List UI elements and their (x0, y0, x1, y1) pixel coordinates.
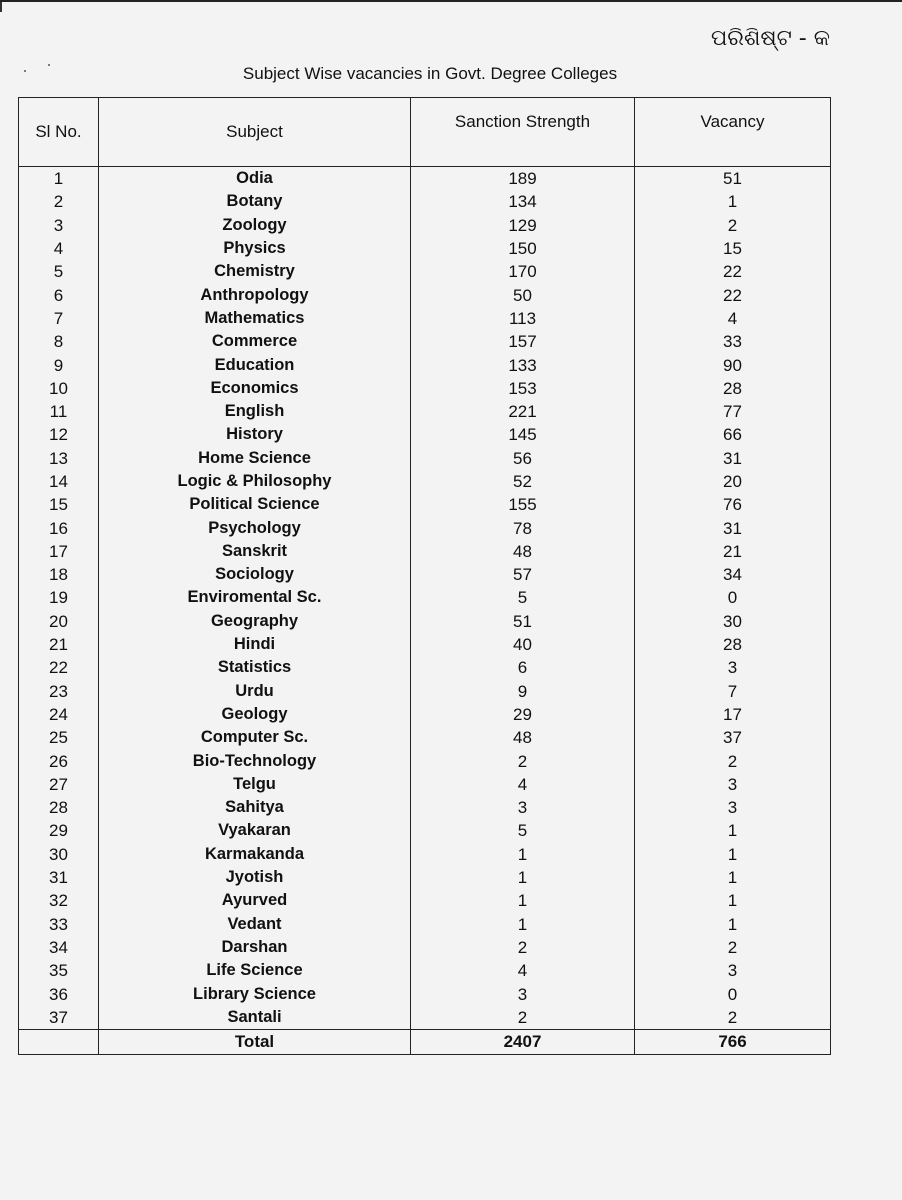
table-row (19, 726, 831, 749)
sanction-strength-cell: 52 (411, 470, 635, 493)
table-row (19, 610, 831, 633)
table-row (19, 982, 831, 1005)
table-row (19, 796, 831, 819)
vacancy-cell: 31 (635, 516, 831, 539)
sanction-strength-cell: 9 (411, 680, 635, 703)
subject-cell: Darshan (99, 936, 411, 959)
table-row (19, 260, 831, 283)
table-header-row (19, 98, 831, 167)
vacancy-cell: 28 (635, 377, 831, 400)
sl-no-cell: 17 (19, 540, 99, 563)
table-row (19, 283, 831, 306)
sl-no-cell: 11 (19, 400, 99, 423)
sanction-strength-cell: 4 (411, 959, 635, 982)
vacancy-cell: 51 (635, 167, 831, 191)
vacancy-cell: 0 (635, 586, 831, 609)
table-row (19, 773, 831, 796)
sanction-strength-cell: 113 (411, 307, 635, 330)
sl-no-cell: 25 (19, 726, 99, 749)
table-row (19, 167, 831, 191)
column-header-vacancy: Vacancy (635, 98, 831, 167)
sanction-strength-cell: 153 (411, 377, 635, 400)
sanction-strength-cell: 150 (411, 237, 635, 260)
subject-cell: Santali (99, 1006, 411, 1030)
sanction-strength-cell: 2 (411, 936, 635, 959)
subject-cell: Mathematics (99, 307, 411, 330)
sanction-strength-cell: 1 (411, 913, 635, 936)
column-header-sl-no: Sl No. (19, 98, 99, 167)
annex-label: ପରିଶିଷ୍ଟ - କ (710, 26, 830, 51)
sanction-strength-cell: 145 (411, 423, 635, 446)
subject-cell: Commerce (99, 330, 411, 353)
sanction-strength-cell: 155 (411, 493, 635, 516)
vacancy-cell: 22 (635, 283, 831, 306)
sl-no-cell: 6 (19, 283, 99, 306)
sanction-strength-cell: 157 (411, 330, 635, 353)
vacancy-cell: 20 (635, 470, 831, 493)
sl-no-cell: 30 (19, 843, 99, 866)
total-sanction-strength: 2407 (411, 1029, 635, 1054)
table-row (19, 493, 831, 516)
vacancy-cell: 0 (635, 982, 831, 1005)
vacancy-cell: 21 (635, 540, 831, 563)
sl-no-cell: 12 (19, 423, 99, 446)
sl-no-cell: 26 (19, 749, 99, 772)
sl-no-cell: 23 (19, 680, 99, 703)
vacancy-cell: 2 (635, 1006, 831, 1030)
sl-no-cell: 13 (19, 447, 99, 470)
sanction-strength-cell: 2 (411, 749, 635, 772)
vacancy-cell: 34 (635, 563, 831, 586)
sanction-strength-cell: 170 (411, 260, 635, 283)
sl-no-cell: 24 (19, 703, 99, 726)
subject-cell: Bio-Technology (99, 749, 411, 772)
sanction-strength-cell: 6 (411, 656, 635, 679)
subject-cell: Computer Sc. (99, 726, 411, 749)
sl-no-cell: 8 (19, 330, 99, 353)
vacancy-cell: 28 (635, 633, 831, 656)
subject-cell: Enviromental Sc. (99, 586, 411, 609)
total-vacancy: 766 (635, 1029, 831, 1054)
subject-cell: Vedant (99, 913, 411, 936)
subject-cell: English (99, 400, 411, 423)
vacancy-cell: 3 (635, 796, 831, 819)
table-row (19, 377, 831, 400)
column-header-subject: Subject (99, 98, 411, 167)
subject-cell: Zoology (99, 214, 411, 237)
sl-no-cell: 36 (19, 982, 99, 1005)
sanction-strength-cell: 40 (411, 633, 635, 656)
vacancy-cell: 33 (635, 330, 831, 353)
table-row (19, 563, 831, 586)
subject-cell: Political Science (99, 493, 411, 516)
vacancy-cell: 31 (635, 447, 831, 470)
subject-cell: History (99, 423, 411, 446)
subject-cell: Odia (99, 167, 411, 191)
subject-cell: Urdu (99, 680, 411, 703)
subject-cell: Hindi (99, 633, 411, 656)
column-header-sanction-strength: Sanction Strength (411, 98, 635, 167)
left-edge-mark (0, 2, 2, 12)
sanction-strength-cell: 4 (411, 773, 635, 796)
subject-cell: Economics (99, 377, 411, 400)
vacancy-cell: 2 (635, 936, 831, 959)
table-row (19, 913, 831, 936)
vacancy-cell: 1 (635, 819, 831, 842)
table-row (19, 423, 831, 446)
table-row (19, 936, 831, 959)
table-row (19, 516, 831, 539)
vacancy-cell: 4 (635, 307, 831, 330)
table-row (19, 190, 831, 213)
subject-cell: Ayurved (99, 889, 411, 912)
table-row (19, 307, 831, 330)
subject-cell: Statistics (99, 656, 411, 679)
table-row (19, 959, 831, 982)
vacancy-cell: 90 (635, 353, 831, 376)
subject-cell: Chemistry (99, 260, 411, 283)
table-row (19, 889, 831, 912)
sanction-strength-cell: 78 (411, 516, 635, 539)
subject-cell: Psychology (99, 516, 411, 539)
sanction-strength-cell: 56 (411, 447, 635, 470)
vacancy-cell: 7 (635, 680, 831, 703)
sanction-strength-cell: 1 (411, 889, 635, 912)
sanction-strength-cell: 129 (411, 214, 635, 237)
table-row (19, 400, 831, 423)
table-body (19, 167, 831, 1030)
vacancy-cell: 1 (635, 889, 831, 912)
sl-no-cell: 35 (19, 959, 99, 982)
vacancy-cell: 1 (635, 913, 831, 936)
sl-no-cell: 14 (19, 470, 99, 493)
table-row (19, 680, 831, 703)
sanction-strength-cell: 48 (411, 540, 635, 563)
sl-no-cell: 5 (19, 260, 99, 283)
sl-no-cell: 16 (19, 516, 99, 539)
sanction-strength-cell: 51 (411, 610, 635, 633)
sl-no-cell: 29 (19, 819, 99, 842)
subject-cell: Geology (99, 703, 411, 726)
subject-cell: Telgu (99, 773, 411, 796)
subject-cell: Karmakanda (99, 843, 411, 866)
table-row (19, 447, 831, 470)
sl-no-cell: 37 (19, 1006, 99, 1030)
vacancy-cell: 1 (635, 843, 831, 866)
vacancy-cell: 30 (635, 610, 831, 633)
sl-no-cell: 19 (19, 586, 99, 609)
vacancy-cell: 1 (635, 866, 831, 889)
subject-cell: Library Science (99, 982, 411, 1005)
subject-cell: Geography (99, 610, 411, 633)
sanction-strength-cell: 221 (411, 400, 635, 423)
vacancy-cell: 22 (635, 260, 831, 283)
sanction-strength-cell: 133 (411, 353, 635, 376)
table-row (19, 237, 831, 260)
sanction-strength-cell: 29 (411, 703, 635, 726)
table-row (19, 819, 831, 842)
sanction-strength-cell: 189 (411, 167, 635, 191)
sanction-strength-cell: 3 (411, 982, 635, 1005)
vacancy-cell: 1 (635, 190, 831, 213)
sl-no-cell: 32 (19, 889, 99, 912)
subject-cell: Jyotish (99, 866, 411, 889)
table-row (19, 633, 831, 656)
sanction-strength-cell: 2 (411, 1006, 635, 1030)
vacancy-cell: 2 (635, 214, 831, 237)
total-sl-cell (19, 1029, 99, 1054)
table-row (19, 540, 831, 563)
subject-cell: Anthropology (99, 283, 411, 306)
sanction-strength-cell: 134 (411, 190, 635, 213)
sl-no-cell: 1 (19, 167, 99, 191)
sl-no-cell: 33 (19, 913, 99, 936)
table-row (19, 703, 831, 726)
sl-no-cell: 22 (19, 656, 99, 679)
sl-no-cell: 27 (19, 773, 99, 796)
table-row (19, 1006, 831, 1030)
sl-no-cell: 10 (19, 377, 99, 400)
vacancy-cell: 77 (635, 400, 831, 423)
vacancy-cell: 3 (635, 959, 831, 982)
vacancy-cell: 3 (635, 773, 831, 796)
table-row (19, 656, 831, 679)
table-row (19, 330, 831, 353)
sanction-strength-cell: 48 (411, 726, 635, 749)
sl-no-cell: 3 (19, 214, 99, 237)
subject-cell: Life Science (99, 959, 411, 982)
subject-cell: Logic & Philosophy (99, 470, 411, 493)
subject-cell: Education (99, 353, 411, 376)
top-border-line (0, 0, 902, 2)
document-title: Subject Wise vacancies in Govt. Degree Colleges (242, 64, 618, 83)
sl-no-cell: 20 (19, 610, 99, 633)
sl-no-cell: 2 (19, 190, 99, 213)
table-row (19, 866, 831, 889)
sanction-strength-cell: 5 (411, 819, 635, 842)
sl-no-cell: 15 (19, 493, 99, 516)
sl-no-cell: 18 (19, 563, 99, 586)
sanction-strength-cell: 57 (411, 563, 635, 586)
table-row (19, 843, 831, 866)
subject-cell: Sociology (99, 563, 411, 586)
table-total-row (19, 1029, 831, 1054)
table-row (19, 586, 831, 609)
table-row (19, 353, 831, 376)
subject-cell: Vyakaran (99, 819, 411, 842)
table-row (19, 749, 831, 772)
vacancy-cell: 17 (635, 703, 831, 726)
subject-cell: Botany (99, 190, 411, 213)
table-row (19, 470, 831, 493)
sl-no-cell: 7 (19, 307, 99, 330)
vacancy-cell: 2 (635, 749, 831, 772)
vacancy-cell: 15 (635, 237, 831, 260)
sl-no-cell: 34 (19, 936, 99, 959)
sanction-strength-cell: 1 (411, 843, 635, 866)
sanction-strength-cell: 3 (411, 796, 635, 819)
sanction-strength-cell: 50 (411, 283, 635, 306)
sl-no-cell: 9 (19, 353, 99, 376)
subject-cell: Sanskrit (99, 540, 411, 563)
subject-cell: Sahitya (99, 796, 411, 819)
sl-no-cell: 28 (19, 796, 99, 819)
table-row (19, 214, 831, 237)
sl-no-cell: 31 (19, 866, 99, 889)
total-label: Total (99, 1029, 411, 1054)
vacancy-table (18, 97, 831, 1055)
vacancy-cell: 66 (635, 423, 831, 446)
vacancy-cell: 76 (635, 493, 831, 516)
subject-cell: Home Science (99, 447, 411, 470)
sl-no-cell: 21 (19, 633, 99, 656)
sl-no-cell: 4 (19, 237, 99, 260)
sanction-strength-cell: 1 (411, 866, 635, 889)
sanction-strength-cell: 5 (411, 586, 635, 609)
subject-cell: Physics (99, 237, 411, 260)
vacancy-cell: 3 (635, 656, 831, 679)
vacancy-cell: 37 (635, 726, 831, 749)
